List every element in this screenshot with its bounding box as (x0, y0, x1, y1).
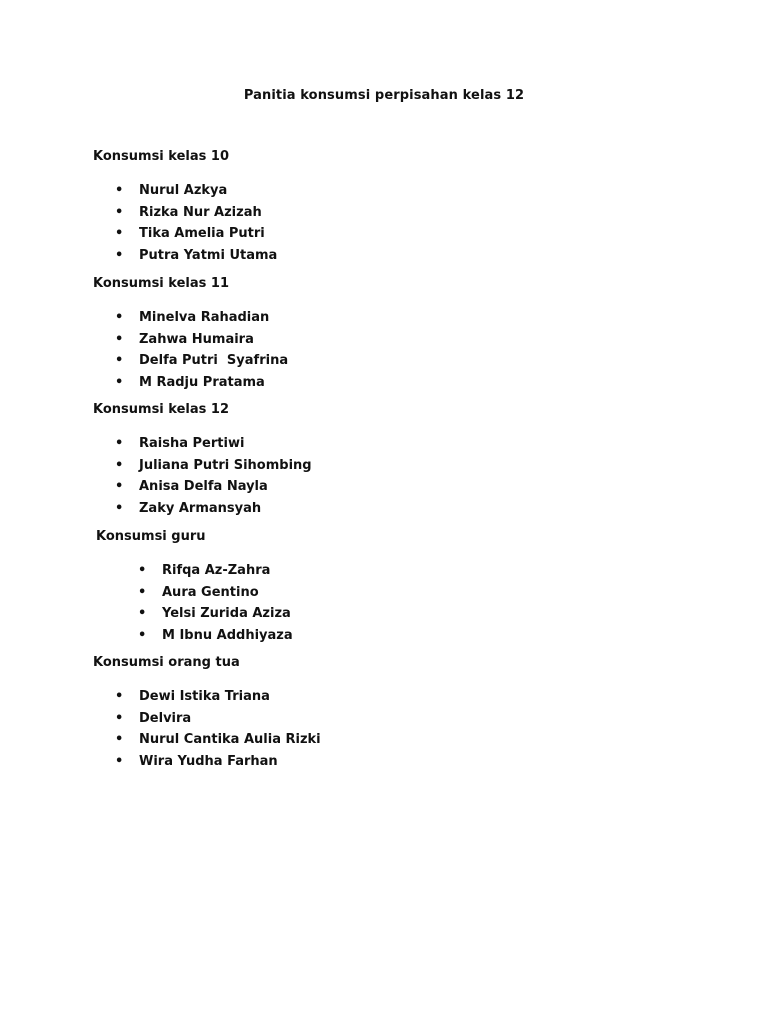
bullet-icon: • (115, 310, 124, 325)
bullet-icon: • (138, 606, 147, 622)
bullet-icon: • (115, 353, 124, 369)
section-heading: Konsumsi kelas 10 (93, 149, 229, 164)
bullet-icon: • (138, 584, 147, 600)
list-item (93, 686, 693, 708)
member-name: Zahwa Humaira (139, 331, 254, 347)
section-heading: Konsumsi orang tua (93, 655, 240, 670)
list-item (93, 433, 693, 455)
bullet-icon: • (115, 436, 124, 451)
document-title: Panitia konsumsi perpisahan kelas 12 (243, 88, 525, 103)
bullet-icon: • (115, 183, 124, 198)
bullet-icon: • (115, 732, 124, 748)
member-name: Yelsi Zurida Aziza (162, 606, 291, 622)
list-item (93, 560, 693, 582)
list-item (93, 329, 693, 351)
member-name: Delfa Putri Syafrina (139, 353, 289, 369)
bullet-icon: • (115, 204, 124, 220)
member-name: Zaky Armansyah (139, 501, 262, 517)
member-name: Tika Amelia Putri (139, 226, 265, 242)
bullet-icon: • (115, 689, 124, 704)
member-name: Raisha Pertiwi (139, 436, 245, 451)
member-name: Nurul Azkya (139, 183, 228, 198)
member-name: M Radju Pratama (139, 375, 265, 391)
section-konsumsi-guru (93, 528, 693, 647)
member-list (93, 560, 693, 647)
list-item (93, 625, 693, 647)
bullet-icon: • (138, 628, 147, 644)
bullet-icon: • (115, 331, 124, 347)
list-item (93, 751, 693, 773)
list-item (93, 603, 693, 625)
list-item (93, 350, 693, 372)
list-item (93, 455, 693, 477)
member-name: Dewi Istika Triana (139, 689, 270, 704)
section-heading: Konsumsi kelas 11 (93, 276, 229, 291)
bullet-icon: • (115, 457, 124, 473)
member-name: Rizka Nur Azizah (139, 204, 262, 220)
bullet-icon: • (115, 710, 124, 726)
member-name: Juliana Putri Sihombing (139, 457, 312, 473)
list-item (93, 245, 693, 267)
list-item (93, 202, 693, 224)
member-name: Nurul Cantika Aulia Rizki (139, 732, 321, 748)
member-list (93, 686, 693, 773)
section-konsumsi-kelas-12 (93, 401, 693, 520)
bullet-icon: • (115, 248, 124, 264)
member-list (93, 307, 693, 394)
member-name: Minelva Rahadian (139, 310, 270, 325)
section-heading: Konsumsi guru (96, 529, 206, 544)
section-heading: Konsumsi kelas 12 (93, 402, 229, 417)
list-item (93, 372, 693, 394)
member-name: Delvira (139, 710, 192, 726)
member-list (93, 180, 693, 267)
member-name: Rifqa Az-Zahra (162, 563, 271, 578)
section-konsumsi-kelas-10 (93, 148, 693, 267)
bullet-icon: • (115, 226, 124, 242)
bullet-icon: • (115, 754, 124, 770)
bullet-icon: • (138, 563, 147, 578)
list-item (93, 498, 693, 520)
list-item (93, 180, 693, 202)
member-name: Aura Gentino (162, 584, 259, 600)
bullet-icon: • (115, 479, 124, 495)
list-item (93, 582, 693, 604)
member-name: Wira Yudha Farhan (139, 754, 278, 770)
section-konsumsi-kelas-11 (93, 275, 693, 394)
member-name: Anisa Delfa Nayla (139, 479, 268, 495)
list-item (93, 223, 693, 245)
section-konsumsi-orang-tua (93, 654, 693, 773)
list-item (93, 729, 693, 751)
list-item (93, 476, 693, 498)
bullet-icon: • (115, 501, 124, 517)
list-item (93, 307, 693, 329)
member-list (93, 433, 693, 520)
bullet-icon: • (115, 375, 124, 391)
list-item (93, 708, 693, 730)
member-name: Putra Yatmi Utama (139, 248, 278, 264)
member-name: M Ibnu Addhiyaza (162, 628, 293, 644)
